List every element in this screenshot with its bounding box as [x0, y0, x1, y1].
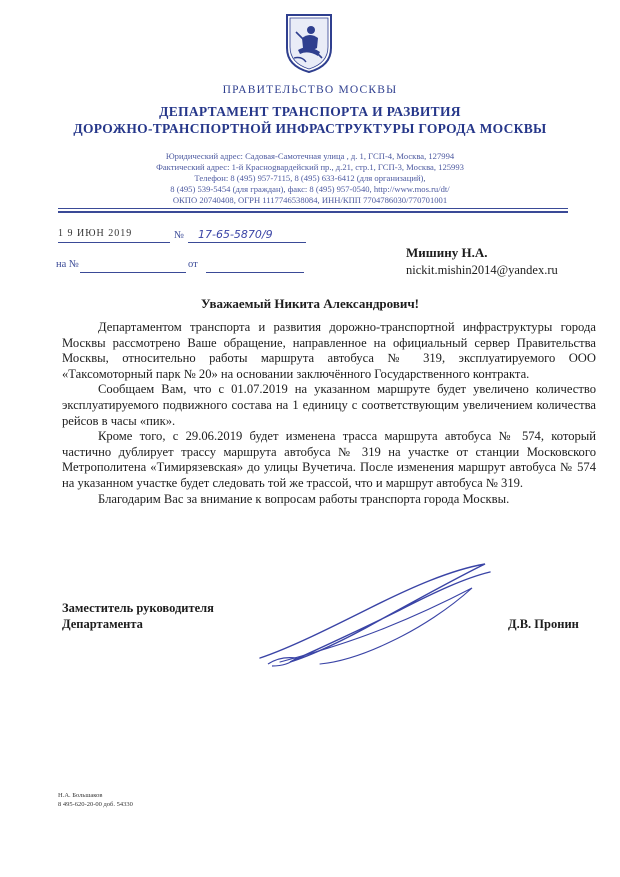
- registration-date-stamp: 1 9 ИЮН 2019: [58, 228, 170, 243]
- signer-title-line2: Департамента: [62, 617, 143, 631]
- body-paragraph: Сообщаем Вам, что с 01.07.2019 на указанном маршруте будет увеличено количество эксплуатируемого подвижного состава на 1 единицу с соответствующим увеличением количества рейсов в часы «пик».: [62, 382, 596, 428]
- body-paragraph: Департаментом транспорта и развития дорожно-транспортной инфраструктуры города Москвы рассмотрено Ваше обращение, направленное на официальный сервер Правительства Москвы, относительно работы маршрута автобуса № 319, эксплуатируемого ООО «Таксомоторный парк № 20» на основании заключённого Государственного контракта.: [62, 320, 596, 381]
- department-name-line2: ДОРОЖНО-ТРАНСПОРТНОЙ ИНФРАСТРУКТУРЫ ГОРОДА МОСКВЫ: [73, 121, 547, 136]
- registration-number-prefix: №: [174, 230, 185, 241]
- reply-number-prefix: на №: [56, 259, 79, 270]
- reply-date-prefix: от: [188, 259, 198, 270]
- requisites-actual-address: Фактический адрес: 1-й Краснogвардейский пр., д.21, стр.1, ГСП-3, Москва, 125993: [156, 162, 464, 172]
- executor-phone: 8 495-620-20-00 доб. 54330: [58, 801, 133, 808]
- handwritten-signature: [250, 558, 500, 670]
- reply-date-line: [206, 258, 304, 273]
- reply-number-line: [80, 258, 186, 273]
- moscow-coat-of-arms-icon: [284, 12, 334, 74]
- requisites-codes: ОКПО 20740408, ОГРН 1117746538084, ИНН/КПП 7704786030/770701001: [172, 195, 448, 205]
- body-paragraph: Кроме того, с 29.06.2019 будет изменена трасса маршрута автобуса № 574, который частично дублирует трассу маршрута автобуса № 319 на участке от станции Московского Метрополитена «Тимирязевская» до улицы Вучетича. После изменения маршрут автобуса № 574 на указанном участке будет следовать той же трассой, что и маршрут автобуса № 319.: [62, 429, 596, 490]
- requisites-fax-web: 8 (495) 539-5454 (для граждан), факс: 8 (495) 957-0540, http://www.mos.ru/dt/: [170, 184, 450, 194]
- signer-title-line1: Заместитель руководителя: [62, 601, 214, 615]
- header-divider-bold: [58, 211, 568, 213]
- recipient-email: nickit.mishin2014@yandex.ru: [406, 263, 558, 277]
- header-divider: [58, 208, 568, 209]
- registration-number: 17-65-5870/9: [198, 228, 273, 241]
- government-name: ПРАВИТЕЛЬСТВО МОСКВЫ: [222, 84, 398, 96]
- body-paragraph: Благодарим Вас за внимание к вопросам работы транспорта города Москвы.: [98, 491, 510, 506]
- department-name-line1: ДЕПАРТАМЕНТ ТРАНСПОРТА И РАЗВИТИЯ: [159, 104, 461, 119]
- salutation: Уважаемый Никита Александрович!: [200, 296, 419, 311]
- executor-name: Н.А. Большаков: [58, 792, 103, 799]
- requisites-phone: Телефон: 8 (495) 957-7115, 8 (495) 633-6412 (для организаций),: [194, 173, 426, 183]
- recipient-name: Мишину Н.А.: [406, 245, 488, 260]
- letter-body: [62, 320, 596, 507]
- signer-name: Д.В. Пронин: [508, 617, 579, 631]
- requisites-legal-address: Юридический адрес: Садовая-Самотечная улица , д. 1, ГСП-4, Москва, 127994: [165, 151, 455, 161]
